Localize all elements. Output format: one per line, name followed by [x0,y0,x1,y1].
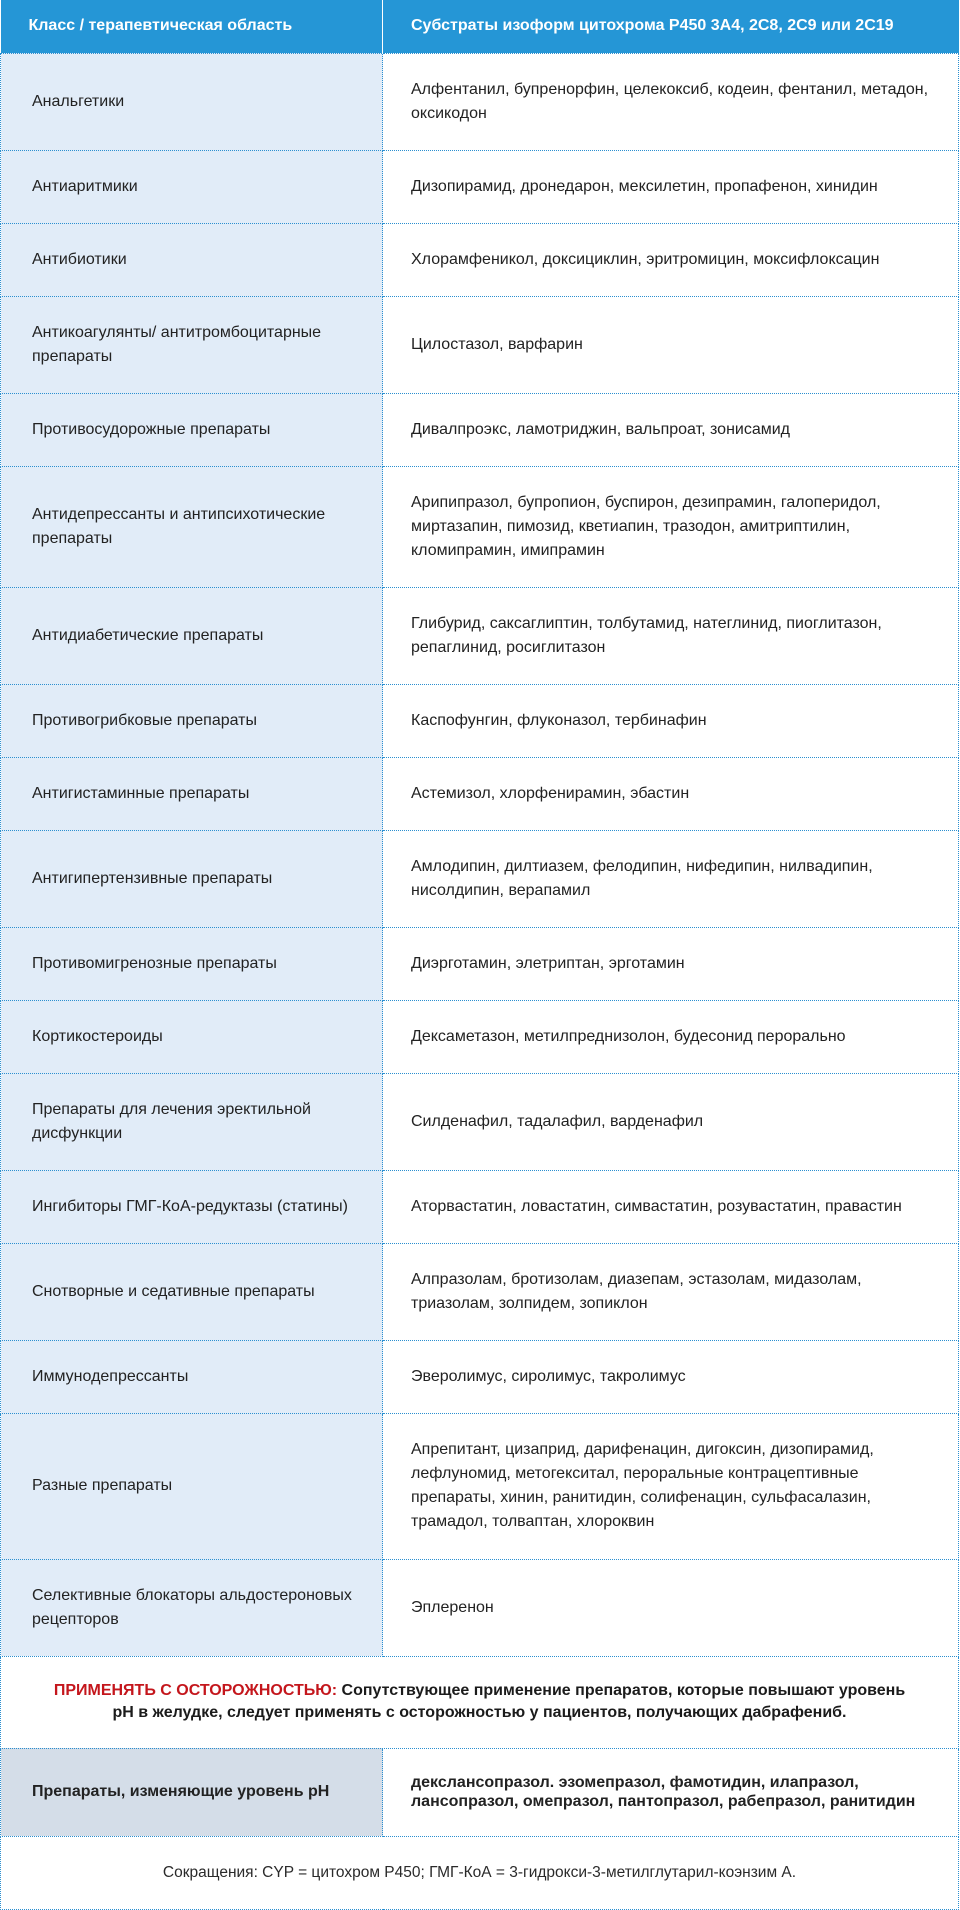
table-header-row [1,0,959,53]
class-cell: Антигипертензивные препараты [1,830,383,927]
class-cell: Антигистаминные препараты [1,757,383,830]
substrates-cell: Глибурид, саксаглиптин, толбутамид, натеглинид, пиоглитазон, репаглинид, росиглитазон [383,587,959,684]
substrates-cell: Дивалпроэкс, ламотриджин, вальпроат, зонисамид [383,393,959,466]
table-row [1,587,959,684]
table-row [1,1340,959,1413]
class-cell: Иммунодепрессанты [1,1340,383,1413]
abbreviations-note: Сокращения: CYP = цитохром P450; ГМГ-КоА = 3-гидрокси-3-метилглутарил-коэнзим А. [1,1836,959,1909]
substrates-cell: Алпразолам, бротизолам, диазепам, эстазолам, мидазолам, триазолам, золпидем, зопиклон [383,1243,959,1340]
class-cell: Селективные блокаторы альдостероновых рецепторов [1,1559,383,1656]
substrates-cell: Аторвастатин, ловастатин, симвастатин, розувастатин, правастин [383,1170,959,1243]
table-row [1,53,959,150]
substrates-cell: Эплеренон [383,1559,959,1656]
table-row [1,1000,959,1073]
caution-note [1,1656,959,1748]
ph-modifiers-row [1,1748,959,1836]
class-cell: Анальгетики [1,53,383,150]
class-cell: Ингибиторы ГМГ-КоА-редуктазы (статины) [1,1170,383,1243]
class-cell: Антидиабетические препараты [1,587,383,684]
substrates-cell: Цилостазол, варфарин [383,296,959,393]
class-cell: Антибиотики [1,223,383,296]
header-class-column: Класс / терапевтическая область [1,0,383,53]
table-row [1,296,959,393]
class-cell: Антикоагулянты/ антитромбоцитарные препараты [1,296,383,393]
substrates-cell: Дексаметазон, метилпреднизолон, будесонид перорально [383,1000,959,1073]
substrates-cell: Эверолимус, сиролимус, такролимус [383,1340,959,1413]
substrates-cell: Хлорамфеникол, доксициклин, эритромицин, моксифлоксацин [383,223,959,296]
table-row [1,1413,959,1559]
table-row [1,927,959,1000]
substrates-cell: Амлодипин, дилтиазем, фелодипин, нифедипин, нилвадипин, нисолдипин, верапамил [383,830,959,927]
table-row [1,393,959,466]
substrates-cell: Диэрготамин, элетриптан, эрготамин [383,927,959,1000]
class-cell: Кортикостероиды [1,1000,383,1073]
class-cell: Препараты для лечения эректильной дисфункции [1,1073,383,1170]
table-row [1,830,959,927]
substrates-cell: Астемизол, хлорфенирамин, эбастин [383,757,959,830]
table-row [1,1559,959,1656]
header-substrates-column: Субстраты изоформ цитохрома P450 3A4, 2C8, 2C9 или 2C19 [383,0,959,53]
substrates-cell: Апрепитант, цизаприд, дарифенацин, дигоксин, дизопирамид, лефлуномид, метогекситал, пероральные контрацептивные препараты, хинин, ранитидин, солифенацин, сульфасалазин, трамадол, толваптан, хлороквин [383,1413,959,1559]
class-cell: Разные препараты [1,1413,383,1559]
ph-class-cell: Препараты, изменяющие уровень pH [1,1748,383,1836]
caution-text: Сопутствующее применение препаратов, которые повышают уровень pH в желудке, следует применять с осторожностью у пациентов, получающих дабрафениб. [112,1682,906,1721]
class-cell: Противосудорожные препараты [1,393,383,466]
class-cell: Противомигренозные препараты [1,927,383,1000]
table-row [1,757,959,830]
table-row [1,1073,959,1170]
class-cell: Антиаритмики [1,150,383,223]
table-row [1,466,959,587]
table-row [1,1243,959,1340]
substrates-cell: Дизопирамид, дронедарон, мексилетин, пропафенон, хинидин [383,150,959,223]
ph-substrates-cell: декслансопразол. эзомепразол, фамотидин, илапразол, лансопразол, омепразол, пантопразол, рабепразол, ранитидин [383,1748,959,1836]
substrates-cell: Арипипразол, бупропион, буспирон, дезипрамин, галоперидол, миртазапин, пимозид, кветиапин, тразодон, амитриптилин, кломипрамин, имипрамин [383,466,959,587]
class-cell: Антидепрессанты и антипсихотические препараты [1,466,383,587]
substrates-cell: Алфентанил, бупренорфин, целекоксиб, кодеин, фентанил, метадон, оксикодон [383,53,959,150]
abbreviations-row [1,1836,959,1909]
substrates-cell: Силденафил, тадалафил, варденафил [383,1073,959,1170]
caution-row [1,1656,959,1748]
class-cell: Снотворные и седативные препараты [1,1243,383,1340]
class-cell: Противогрибковые препараты [1,684,383,757]
table-row [1,1170,959,1243]
table-row [1,684,959,757]
table-row [1,223,959,296]
substrates-cell: Каспофунгин, флуконазол, тербинафин [383,684,959,757]
caution-label: ПРИМЕНЯТЬ С ОСТОРОЖНОСТЬЮ: [53,1682,338,1699]
table-row [1,150,959,223]
